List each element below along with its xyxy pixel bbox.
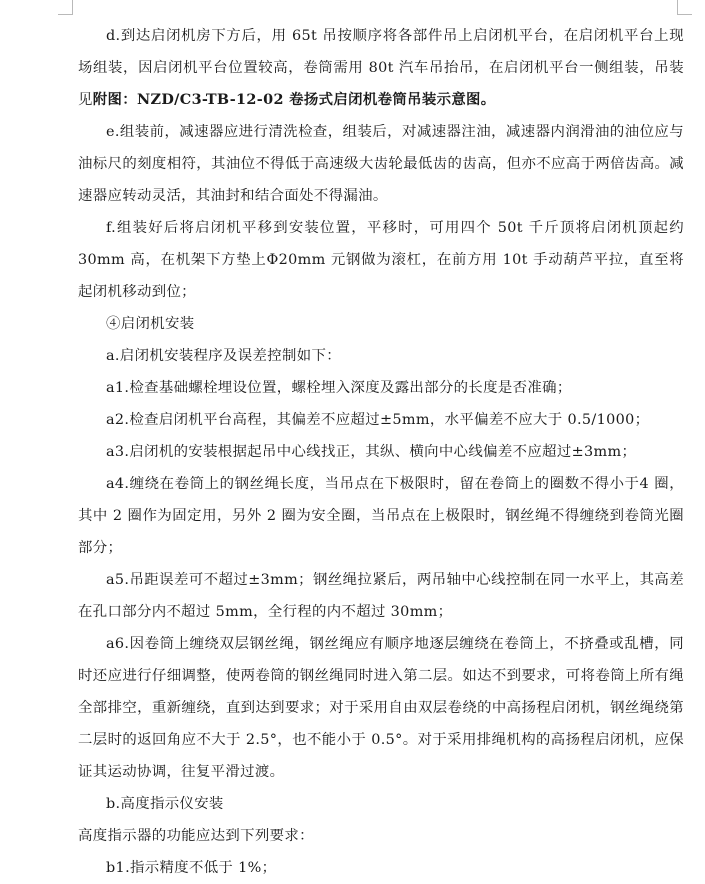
paragraph-d-text: d.到达启闭机房下方后，用 65t 吊按顺序将各部件吊上启闭机平台，在启闭机平台上现场组装，因启闭机平台位置较高，卷筒需用 80t 汽车吊抬吊，在启闭机平台一侧组装，吊装见	[78, 28, 684, 108]
paragraph-a2: a2.检查启闭机平台高程，其偏差不应超过±5mm，水平偏差不应大于 0.5/1000；	[106, 412, 650, 428]
document-body	[78, 20, 684, 884]
paragraph-d-figure-reference: 附图：NZD/C3-TB-12-02 卷扬式启闭机卷筒吊装示意图。	[92, 91, 496, 108]
paragraph-a5: a5.吊距误差可不超过±3mm；钢丝绳拉紧后，两吊轴中心线控制在同一水平上，其高差在孔口部分内不超过 5mm，全行程的内不超过 30mm；	[78, 572, 684, 620]
paragraph-a4: a4.缠绕在卷筒上的钢丝绳长度，当吊点在下极限时，留在卷筒上的圈数不得小于4 圈，其中 2 圈作为固定用，另外 2 圈为安全圈，当吊点在上极限时，钢丝绳不得缠绕到卷筒光圈部分；	[78, 476, 684, 556]
paragraph-e: e.组装前，减速器应进行清洗检查，组装后，对减速器注油，减速器内润滑油的油位应与油标尺的刻度相符，其油位不得低于高速级大齿轮最低齿的齿高，但亦不应高于两倍齿高。减速器应转动灵活，其油封和结合面处不得漏油。	[78, 124, 684, 204]
paragraph-a6: a6.因卷筒上缠绕双层钢丝绳，钢丝绳应有顺序地逐层缠绕在卷筒上，不挤叠或乱槽，同时还应进行仔细调整，使两卷筒的钢丝绳同时进入第二层。如达不到要求，可将卷筒上所有绳全部排空，重新缠绕，直到达到要求；对于采用自由双层卷绕的中高扬程启闭机，钢丝绳绕第二层时的返回角应不大于 2.5°，也不能小于 0.5°。对于采用排绳机构的高扬程启闭机，应保证其运动协调，往复平滑过渡。	[78, 636, 684, 780]
section-heading-4: ④启闭机安装	[106, 316, 195, 332]
paragraph-f: f.组装好后将启闭机平移到安装位置，平移时，可用四个 50t 千斤顶将启闭机顶起约 30mm 高，在机架下方垫上Φ20mm 元钢做为滚杠，在前方用 10t 手动葫芦平拉，直至将起闭机移动到位；	[78, 220, 684, 300]
paragraph-a: a.启闭机安装程序及误差控制如下：	[106, 348, 341, 364]
paragraph-a3: a3.启闭机的安装根据起吊中心线找正，其纵、横向中心线偏差不应超过±3mm；	[106, 444, 637, 460]
paragraph-b1: b1.指示精度不低于 1%；	[106, 860, 277, 876]
paragraph-a1: a1.检查基础螺栓埋设位置，螺栓埋入深度及露出部分的长度是否准确；	[106, 380, 572, 396]
paragraph-b: b.高度指示仪安装	[106, 796, 224, 812]
page-corner-mark-right	[677, 0, 692, 15]
page-corner-mark-left	[58, 0, 73, 15]
paragraph-b-intro: 高度指示器的功能应达到下列要求：	[78, 828, 314, 844]
paragraph-d	[78, 20, 684, 116]
